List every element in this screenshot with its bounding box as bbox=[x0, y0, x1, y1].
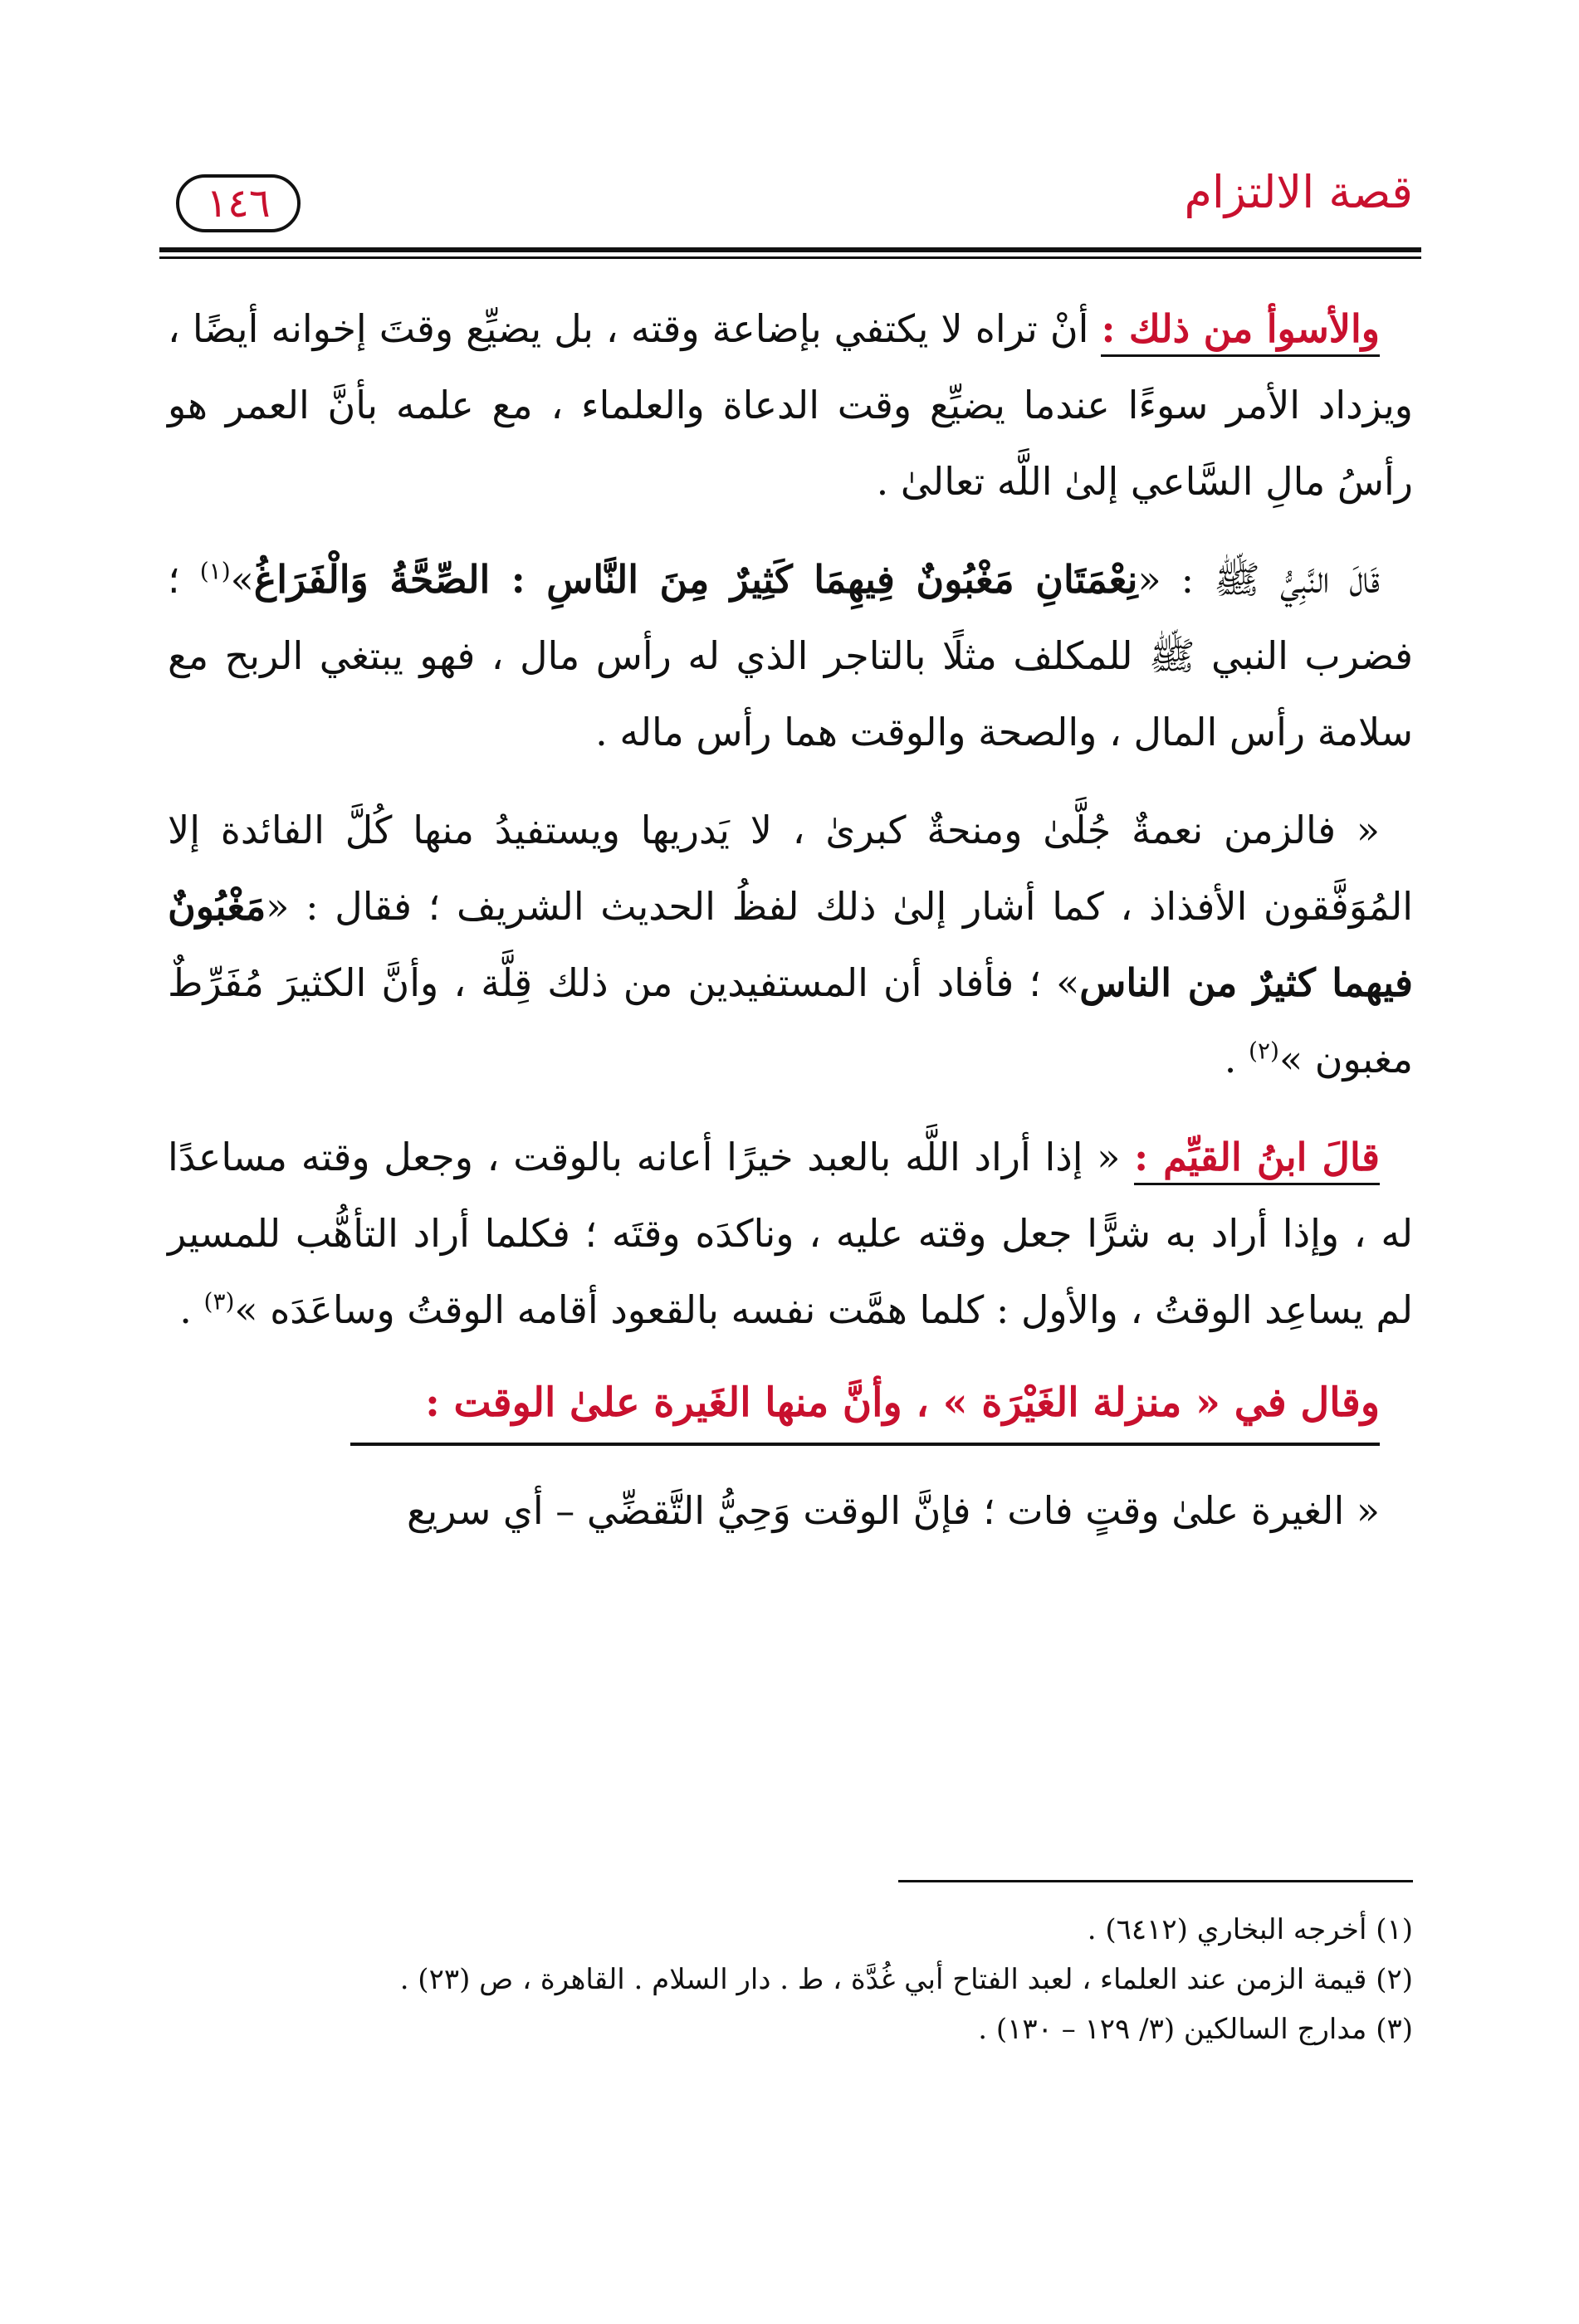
paragraph-3-text-b: » ؛ فأفاد أن المستفيدين من ذلك قِلَّة ، وأنَّ الكثيرَ مُفَرِّطٌ مغبون » bbox=[168, 960, 1413, 1081]
hadith-text: نِعْمَتَانِ مَغْبُونٌ فِيهِمَا كَثِيرٌ مِنَ النَّاسِ : الصِّحَّةُ وَالْفَرَاغُ bbox=[253, 557, 1138, 602]
page-number: ١٤٦ bbox=[176, 174, 301, 232]
footnote-3: (٣) مدارج السالكين (٣/ ١٢٩ – ١٣٠) . bbox=[978, 2013, 1413, 2046]
paragraph-2-intro: قَالَ النَّبِيُّ ﷺ : « bbox=[1137, 557, 1380, 602]
book-title: قصة الالتزام bbox=[1184, 166, 1413, 218]
page-header bbox=[159, 158, 1421, 249]
section-heading-rule bbox=[350, 1443, 1380, 1446]
footnote-ref-3: (٣) bbox=[203, 1287, 235, 1316]
footnote-1: (١) أخرجه البخاري (٦٤١٢) . bbox=[1087, 1913, 1413, 1946]
paragraph-4 bbox=[168, 1119, 1413, 1348]
paragraph-3-end: . bbox=[1224, 1037, 1249, 1081]
footnote-ref-1: (١) bbox=[199, 557, 231, 585]
paragraph-4-lead: قالَ ابنُ القيِّم : bbox=[1134, 1135, 1380, 1185]
paragraph-1 bbox=[168, 290, 1413, 520]
footnote-separator bbox=[898, 1880, 1413, 1882]
paragraph-5-text: « الغيرة علىٰ وقتٍ فات ؛ فإنَّ الوقت وَحِيُّ التَّقضِّي – أي سريع bbox=[407, 1488, 1380, 1533]
paragraph-4-end: . bbox=[179, 1287, 204, 1332]
header-double-rule bbox=[159, 247, 1421, 259]
paragraph-2-rest: ؛ فضرب النبي ﷺ للمكلف مثلًا بالتاجر الذي له رأس مال ، فهو يبتغي الربح مع سلامة رأس المال ، والصحة والوقت هما رأس ماله . bbox=[168, 557, 1413, 754]
paragraph-1-lead: والأسوأ من ذلك : bbox=[1101, 306, 1380, 357]
paragraph-2-close-quote: » bbox=[230, 557, 254, 602]
paragraph-1-text: أنْ تراه لا يكتفي بإضاعة وقته ، بل يضيِّع وقتَ إخوانه أيضًا ، ويزداد الأمر سوءًا عندما يضيِّع وقت الدعاة والعلماء ، مع علمه بأنَّ العمر هو رأسُ مالِ السَّاعي إلىٰ اللَّه تعالىٰ . bbox=[168, 306, 1413, 504]
paragraph-5 bbox=[168, 1472, 1413, 1549]
section-heading bbox=[168, 1370, 1413, 1436]
paragraph-2 bbox=[168, 541, 1413, 770]
footnote-ref-2: (٢) bbox=[1249, 1037, 1279, 1065]
main-text bbox=[168, 290, 1413, 1570]
paragraph-3-text-a: « فالزمن نعمةٌ جُلَّىٰ ومنحةٌ كبرىٰ ، لا يَدريها ويستفيدُ منها كُلَّ الفائدة إلا المُوَفَّقون الأفذاذ ، كما أشار إلىٰ ذلك لفظُ الحديث الشريف ؛ فقال : « bbox=[168, 808, 1413, 929]
paragraph-3 bbox=[168, 792, 1413, 1097]
paragraph-4-text: « إذا أراد اللَّه بالعبد خيرًا أعانه بالوقت ، وجعل وقته مساعدًا له ، وإذا أراد به شرًّا جعل وقته عليه ، وناكدَه وقتَه ؛ فكلما أراد التأهُّب للمسير لم يساعِد الوقتُ ، والأول : كلما همَّت نفسه بالقعود أقامه الوقتُ وساعَدَه » bbox=[168, 1135, 1413, 1332]
footnotes bbox=[168, 1905, 1413, 2054]
section-heading-text: وقال في « منزلة الغَيْرَة » ، وأنَّ منها الغَيرة علىٰ الوقت : bbox=[425, 1379, 1380, 1426]
paragraph-3-quote: مَغْبُونٌ فيهما كثيرٌ من الناس bbox=[168, 884, 1413, 1005]
footnote-2: (٢) قيمة الزمن عند العلماء ، لعبد الفتاح أبي غُدَّة ، ط . دار السلام . القاهرة ، ص (٢٣) . bbox=[399, 1963, 1413, 1996]
